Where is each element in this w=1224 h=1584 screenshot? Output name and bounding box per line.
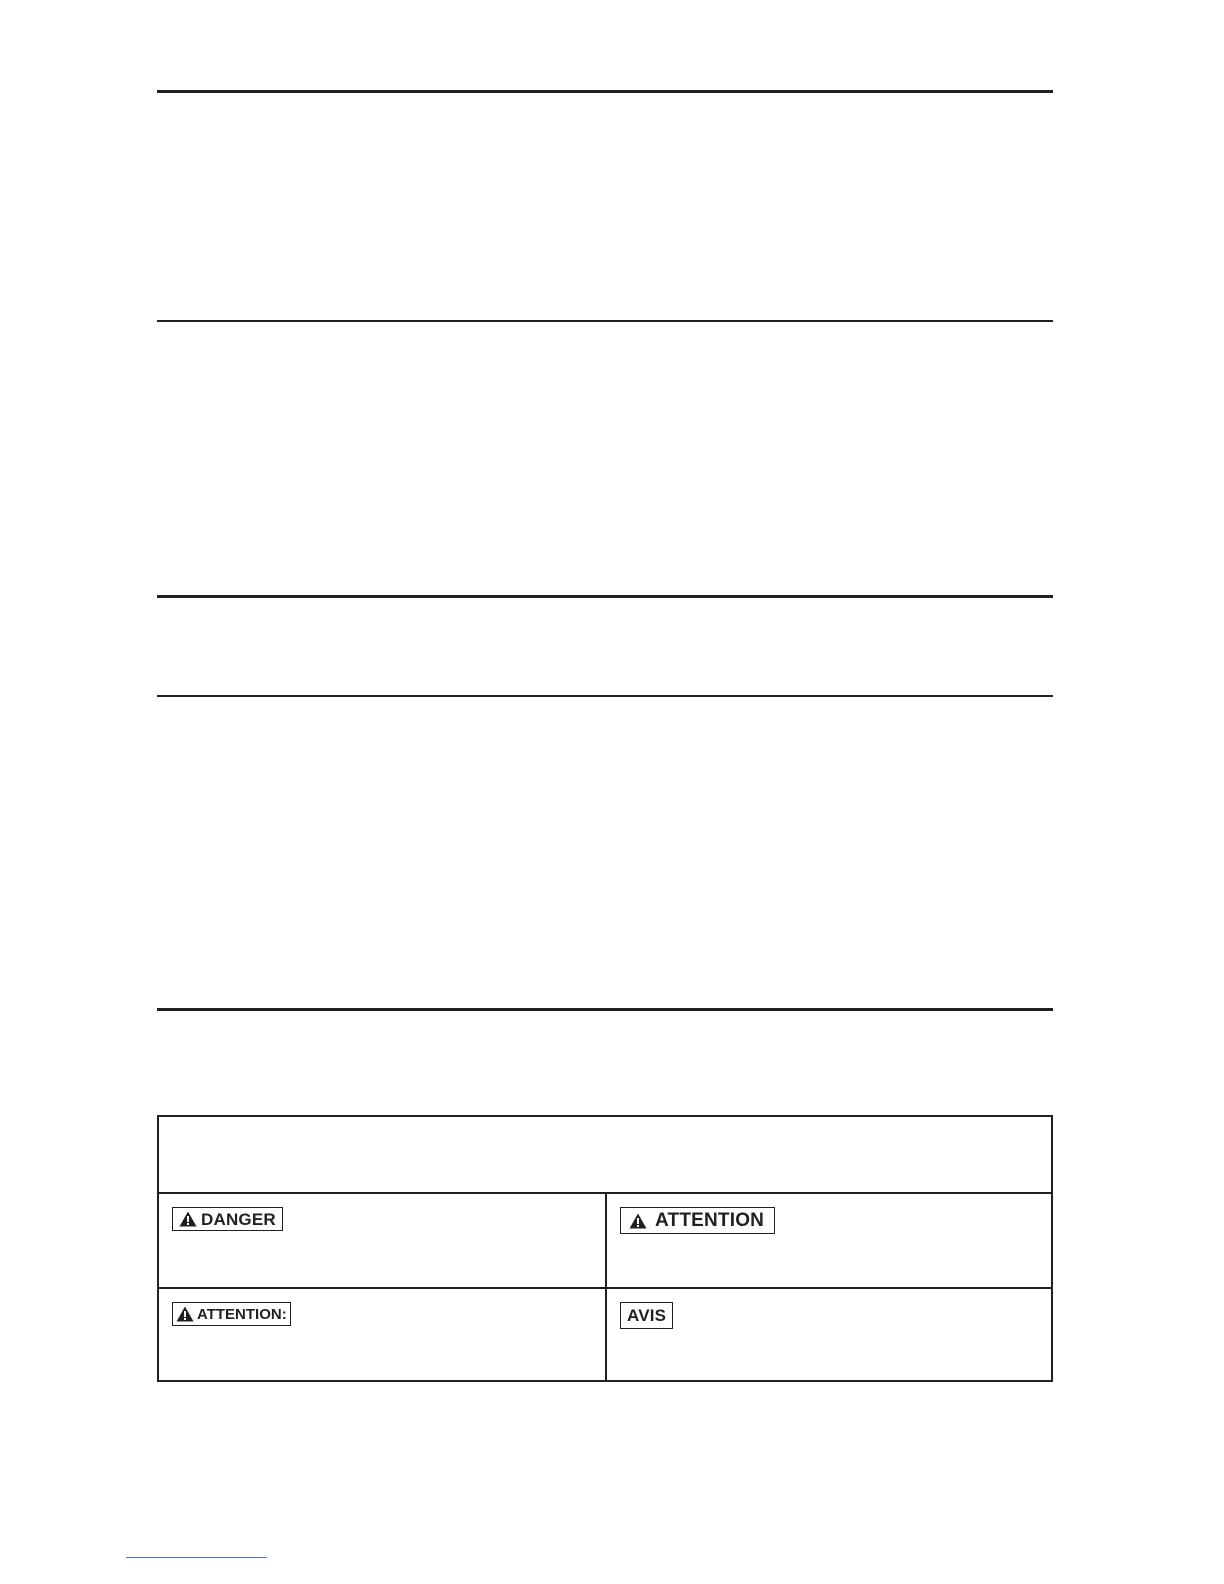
warning-triangle-icon: [176, 1306, 194, 1322]
section-rule-2: [157, 320, 1053, 322]
signal-word-table: [157, 1115, 1053, 1382]
section-rule-4: [157, 695, 1053, 697]
attention-colon-cell: [159, 1289, 605, 1382]
danger-text: DANGER: [201, 1209, 276, 1229]
signal-table-header: [159, 1117, 1051, 1194]
danger-label: [172, 1207, 283, 1231]
section-rule-3: [157, 595, 1053, 598]
warning-triangle-icon: [179, 1211, 197, 1227]
attention-label: [620, 1207, 775, 1234]
warning-triangle-icon: [629, 1213, 647, 1229]
section-rule-1: [157, 90, 1053, 93]
footer-link-underline: [126, 1557, 267, 1558]
avis-label: [620, 1302, 673, 1329]
attention-text: ATTENTION: [655, 1210, 765, 1231]
attention-colon-text: ATTENTION:: [197, 1305, 287, 1323]
section-rule-5: [157, 1008, 1053, 1011]
avis-cell: [607, 1289, 1053, 1382]
avis-text: AVIS: [627, 1306, 667, 1325]
danger-cell: [159, 1194, 605, 1287]
attention-cell: [607, 1194, 1053, 1287]
attention-colon-label: [172, 1302, 291, 1326]
